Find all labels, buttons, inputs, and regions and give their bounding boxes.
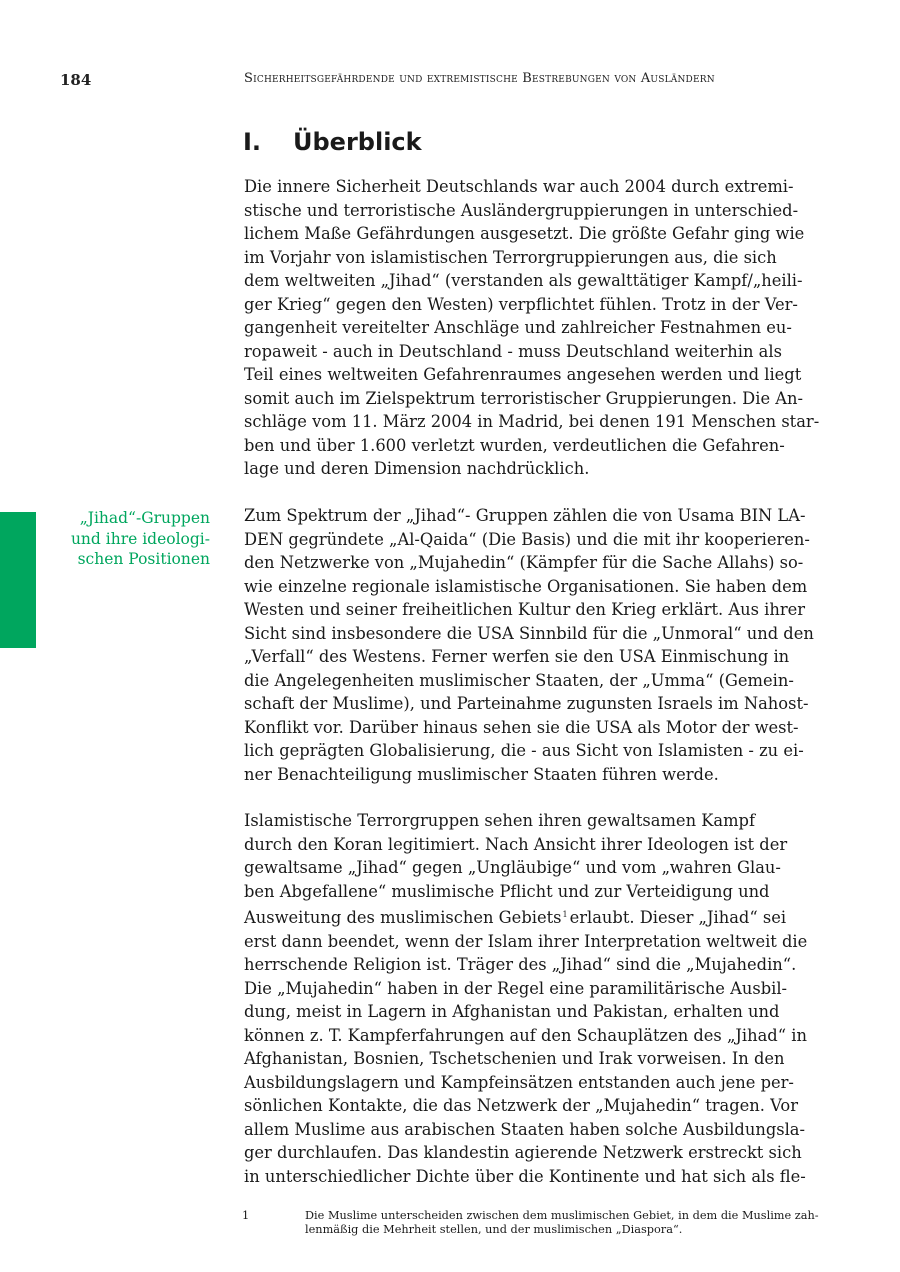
text-line: Islamistische Terrorgruppen sehen ihren gewaltsamen Kampf — [244, 811, 755, 830]
text-line: Ausbildungslagern und Kampfeinsätzen entstanden auch jene per- — [244, 1072, 794, 1092]
footnote-text — [305, 1209, 819, 1237]
text-line: in unterschiedlicher Dichte über die Kontinente und hat sich als fle- — [244, 1166, 806, 1186]
paragraph-overview — [244, 175, 820, 481]
text-line: Die „Mujahedin“ haben in der Regel eine paramilitärische Ausbil- — [244, 978, 788, 998]
text-line: können z. T. Kampferfahrungen auf den Schauplätzen des „Jihad“ in — [244, 1025, 807, 1045]
text-segment: erlaubt. Dieser „Jihad“ sei — [569, 908, 787, 927]
text-line: lage und deren Dimension nachdrücklich. — [244, 459, 590, 478]
text-line: stische und terroristische Ausländergruppierungen in unterschied- — [244, 200, 799, 220]
text-line: dung, meist in Lagern in Afghanistan und Pakistan, erhalten und — [244, 1002, 780, 1021]
text-line: Teil eines weltweiten Gefahrenraumes angesehen werden und liegt — [244, 365, 802, 384]
text-line: im Vorjahr von islamistischen Terrorgruppierungen aus, die sich — [244, 247, 777, 267]
text-line: durch den Koran legitimiert. Nach Ansicht ihrer Ideologen ist der — [244, 834, 788, 854]
section-title — [243, 128, 422, 156]
margin-note — [50, 508, 210, 570]
footnote-number: 1 — [242, 1209, 250, 1222]
text-line: herrschende Religion ist. Träger des „Jihad“ sind die „Mujahedin“. — [244, 955, 797, 974]
text-line: Zum Spektrum der „Jihad“- Gruppen zählen die von Usama BIN LA- — [244, 506, 806, 525]
paragraph-terror-groups — [244, 809, 808, 1188]
text-line: ger durchlaufen. Das klandestin agierende Netzwerk erstreckt sich — [244, 1143, 802, 1162]
text-line: gewaltsame „Jihad“ gegen „Ungläubige“ und vom „wahren Glau- — [244, 858, 781, 877]
text-line: lich geprägten Globalisierung, die - aus Sicht von Islamisten - zu ei- — [244, 741, 804, 760]
text-line: lichem Maße Gefährdungen ausgesetzt. Die größte Gefahr ging wie — [244, 224, 805, 243]
text-line: schaft der Muslime), und Parteinahme zugunsten Israels im Nahost- — [244, 694, 809, 713]
text-line: „Verfall“ des Westens. Ferner werfen sie den USA Einmischung in — [244, 647, 790, 666]
section-number: I. — [243, 128, 262, 156]
text-line: ben Abgefallene“ muslimische Pflicht und zur Verteidigung und — [244, 881, 770, 901]
text-line: ropaweit - auch in Deutschland - muss Deutschland weiterhin als — [244, 341, 782, 361]
text-line: erst dann beendet, wenn der Islam ihrer Interpretation weltweit die — [244, 931, 808, 951]
text-line: somit auch im Zielspektrum terroristischer Gruppierungen. Die An- — [244, 388, 804, 408]
text-line: Sicht sind insbesondere die USA Sinnbild für die „Unmoral“ und den — [244, 623, 814, 643]
margin-note-line: schen Positionen — [77, 550, 210, 568]
footnote-line: lenmäßig die Mehrheit stellen, und der muslimischen „Diaspora“. — [305, 1223, 683, 1236]
text-line: gangenheit vereitelter Anschläge und zahlreicher Festnahmen eu- — [244, 318, 792, 337]
text-line: Westen und seiner freiheitlichen Kultur den Krieg erklärt. Aus ihrer — [244, 600, 806, 619]
footnote-line: Die Muslime unterscheiden zwischen dem muslimischen Gebiet, in dem die Muslime zah- — [305, 1209, 819, 1222]
text-line: Afghanistan, Bosnien, Tschetschenien und Irak vorweisen. In den — [244, 1049, 785, 1068]
text-segment: Ausweitung des muslimischen Gebiets — [244, 908, 562, 927]
text-line: den Netzwerke von „Mujahedin“ (Kämpfer für die Sache Allahs) so- — [244, 553, 804, 572]
text-line: ben und über 1.600 verletzt wurden, verdeutlichen die Gefahren- — [244, 435, 785, 455]
text-line: DEN gegründete „Al-Qaida“ (Die Basis) und die mit ihr kooperieren- — [244, 529, 810, 549]
text-line: Konflikt vor. Darüber hinaus sehen sie die USA als Motor der west- — [244, 717, 799, 737]
section-heading: Überblick — [293, 128, 422, 156]
text-line: ner Benachteiligung muslimischer Staaten führen werde. — [244, 764, 719, 784]
text-line: die Angelegenheiten muslimischer Staaten, der „Umma“ (Gemein- — [244, 670, 794, 690]
text-line — [244, 903, 804, 930]
text-line: sönlichen Kontakte, die das Netzwerk der „Mujahedin“ tragen. Vor — [244, 1096, 798, 1115]
text-line: schläge vom 11. März 2004 in Madrid, bei denen 191 Menschen star- — [244, 412, 820, 431]
text-line: wie einzelne regionale islamistische Organisationen. Sie haben dem — [244, 576, 808, 596]
page-number: 184 — [60, 71, 92, 89]
margin-note-line: „Jihad“-Gruppen — [79, 509, 210, 527]
text-line: dem weltweiten „Jihad“ (verstanden als gewalttätiger Kampf/„heili- — [244, 271, 803, 290]
text-line: allem Muslime aus arabischen Staaten haben solche Ausbildungsla- — [244, 1119, 806, 1139]
footnote-reference[interactable]: 1 — [562, 910, 568, 919]
margin-marker-bar — [0, 512, 36, 648]
margin-note-line: und ihre ideologi- — [70, 529, 210, 548]
running-head: Sicherheitsgefährdende und extremistische Bestrebungen von Ausländern — [244, 71, 715, 86]
text-line: Die innere Sicherheit Deutschlands war auch 2004 durch extremi- — [244, 177, 794, 196]
text-line: ger Krieg“ gegen den Westen) verpflichtet fühlen. Trotz in der Ver- — [244, 294, 798, 314]
paragraph-jihad-groups — [244, 504, 814, 786]
